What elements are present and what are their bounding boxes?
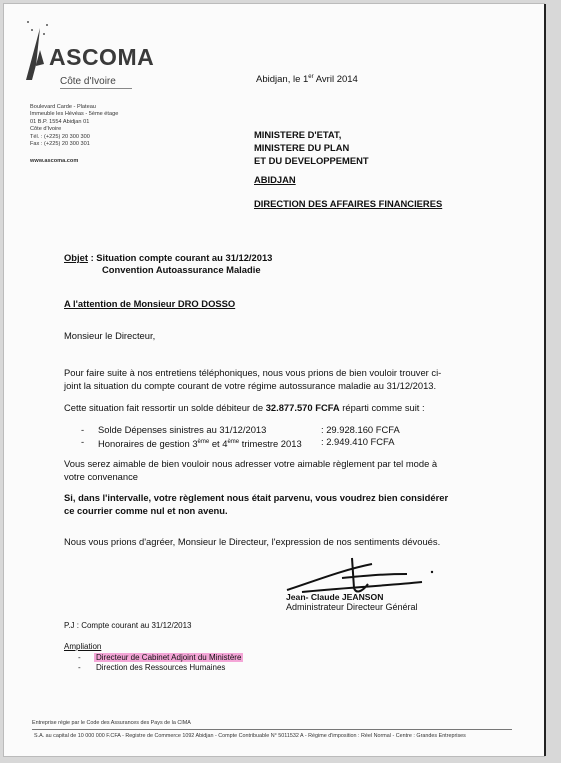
ampliation-item: Direction des Ressources Humaines — [96, 663, 226, 672]
paragraph2-before: Cette situation fait ressortir un solde débiteur de — [64, 402, 266, 413]
ampliation-item-text: Directeur de Cabinet Adjoint du Ministère — [96, 653, 242, 662]
footer-line-2: S.A. au capital de 10 000 000 F.CFA - Registre de Commerce 1092 Abidjan - Compte Contribuable N° 5011532 A - Régime d'imposition : Réel Normal - Centre : Grandes Entreprises — [34, 733, 466, 739]
paragraph2-after: réparti comme suit : — [339, 402, 425, 413]
recipient-line: ET DU DEVELOPPEMENT — [254, 155, 369, 166]
subject-line1: : Situation compte courant au 31/12/2013 — [87, 252, 273, 263]
date-suffix: Avril 2014 — [313, 74, 358, 86]
item-value: : 29.928.160 FCFA — [321, 424, 400, 435]
brand-subtitle: Côte d'Ivoire — [60, 76, 116, 87]
ampliation-label: Ampliation — [64, 642, 102, 651]
footer-divider — [32, 729, 512, 730]
item-label-part: et 4 — [209, 438, 228, 450]
website: www.ascoma.com — [30, 158, 79, 164]
paragraph-line: Si, dans l'intervalle, votre règlement nous était parvenu, vous voudrez bien considérer — [64, 492, 449, 503]
address-line: Boulevard Carde - Plateau — [30, 104, 96, 110]
attention-line: A l'attention de Monsieur DRO DOSSO — [64, 298, 236, 309]
item-label: Solde Dépenses sinistres au 31/12/2013 — [98, 424, 267, 435]
paragraph-2 — [64, 402, 425, 415]
item-label-sup: ème — [197, 439, 210, 445]
date-sup: er — [308, 74, 314, 80]
brand-name: ASCOMA — [49, 44, 155, 70]
address-line: Fax : (+225) 20 300 301 — [30, 141, 90, 148]
recipient-direction: DIRECTION DES AFFAIRES FINANCIERES — [254, 198, 443, 209]
paragraph-3 — [64, 458, 437, 483]
item-dash: - — [81, 436, 85, 447]
signatory-name: Jean- Claude JEANSON — [286, 592, 384, 602]
address-line: Côte d'Ivoire — [30, 126, 62, 133]
item-value: : 2.949.410 FCFA — [321, 436, 395, 447]
letter-page — [4, 4, 544, 756]
paragraph-4 — [64, 492, 448, 517]
subject — [64, 252, 272, 265]
item-label — [98, 436, 302, 451]
date-prefix: Abidjan, le 1 — [256, 74, 309, 86]
total-amount: 32.877.570 FCFA — [265, 402, 340, 413]
footer-line-1: Entreprise régie par le Code des Assurances des Pays de la CIMA — [32, 720, 191, 726]
attachment-note: P.J : Compte courant au 31/12/2013 — [64, 621, 192, 630]
ampliation-dash: - — [78, 663, 81, 672]
subject-line2: Convention Autoassurance Maladie — [102, 264, 261, 275]
paragraph-line: Vous serez aimable de bien vouloir nous adresser votre aimable règlement par tel mode à — [64, 458, 438, 469]
address-block — [30, 104, 118, 148]
recipient-block — [254, 128, 369, 167]
logo-divider — [60, 88, 132, 89]
paragraph-line: ce courrier comme nul et non avenu. — [64, 504, 228, 516]
paragraph-1 — [64, 367, 441, 392]
item-dash: - — [81, 424, 85, 435]
item-label-part: trimestre 2013 — [239, 438, 302, 450]
closing-line: Nous vous prions d'agréer, Monsieur le Directeur, l'expression de nos sentiments dévoués. — [64, 536, 441, 547]
recipient-city: ABIDJAN — [254, 174, 296, 185]
recipient-line: MINISTERE DU PLAN — [254, 142, 350, 153]
letter-date — [256, 74, 358, 85]
paragraph-line: votre convenance — [64, 470, 139, 482]
paragraph-line: Pour faire suite à nos entretiens téléphoniques, nous vous prions de bien vouloir trouver ci- — [64, 367, 442, 378]
paragraph-line: joint la situation du compte courant de votre régime autossurance maladie au 31/12/2013. — [64, 379, 437, 391]
ampliation-dash: - — [78, 653, 81, 662]
item-label-part: Honoraires de gestion 3 — [98, 438, 198, 450]
address-line: Immeuble les Hévéas - 5ème étage — [30, 111, 119, 118]
signatory-title: Administrateur Directeur Général — [286, 602, 418, 612]
salutation: Monsieur le Directeur, — [64, 330, 156, 341]
address-line: Tél. : (+225) 20 300 300 — [30, 133, 90, 140]
subject-label: Objet — [64, 252, 88, 263]
recipient-line: MINISTERE D'ETAT, — [254, 129, 342, 140]
address-line: 01 B.P. 1554 Abidjan 01 — [30, 118, 90, 125]
item-label-sup: ème — [227, 439, 240, 445]
